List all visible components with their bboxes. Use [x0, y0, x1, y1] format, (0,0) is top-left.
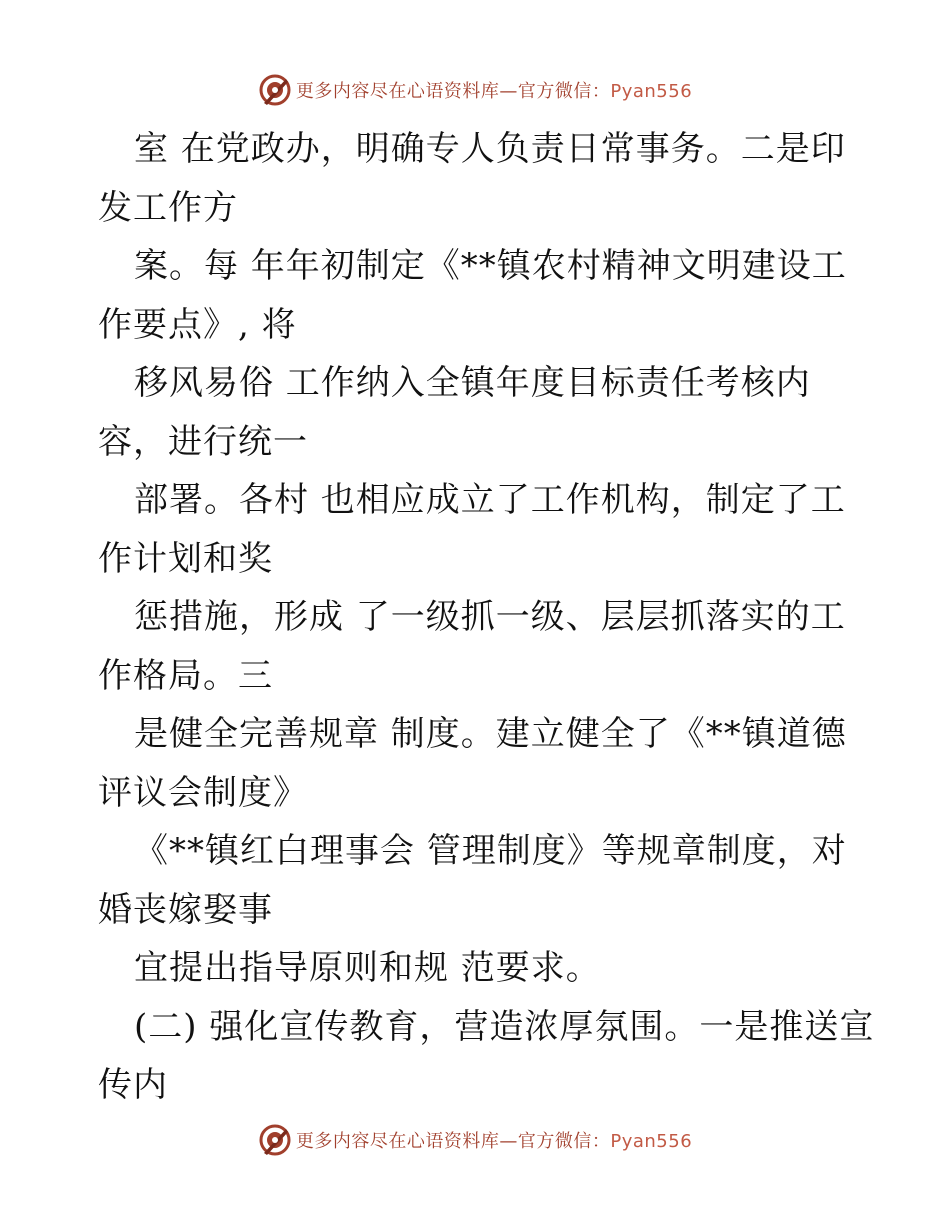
- quill-seal-icon: [258, 1123, 292, 1157]
- footer-banner-text: [296, 1127, 692, 1153]
- text-line: 婚丧嫁娶事: [98, 889, 273, 930]
- text-line: 传内: [98, 1065, 168, 1105]
- text-line: 案。每 年年初制定《**镇农村精神文明建设工: [134, 246, 847, 286]
- header-wechat-id: Pyan556: [610, 81, 693, 102]
- text-line: 宜提出指导原则和规 范要求。: [134, 948, 601, 988]
- text-line: (二) 强化宣传教育，营造浓厚氛围。一是推送宣: [134, 1006, 875, 1047]
- text-line: 移风易俗 工作纳入全镇年度目标责任考核内: [134, 363, 811, 403]
- footer-banner-main: 更多内容尽在心语资料库—官方微信：: [295, 1131, 611, 1152]
- header-banner-main: 更多内容尽在心语资料库—官方微信：: [295, 81, 611, 102]
- text-line: 作要点》, 将: [98, 304, 297, 345]
- text-line: 作计划和奖: [98, 538, 273, 579]
- footer-wechat-id: Pyan556: [610, 1131, 693, 1152]
- header-banner-text: [296, 77, 692, 103]
- text-line: 发工作方: [98, 187, 238, 228]
- text-line: 《**镇红白理事会 管理制度》等规章制度，对: [134, 831, 847, 871]
- text-line: 容，进行统一: [98, 421, 308, 462]
- text-line: 是健全完善规章 制度。建立健全了《**镇道德: [134, 714, 847, 754]
- footer-banner: [0, 1120, 950, 1160]
- text-line: 惩措施，形成 了一级抓一级、层层抓落实的工: [134, 597, 846, 637]
- text-line: 室 在党政办，明确专人负责日常事务。二是印: [134, 129, 846, 169]
- header-banner: [0, 70, 950, 110]
- document-body: [98, 120, 875, 1115]
- text-line: 部署。各村 也相应成立了工作机构，制定了工: [134, 480, 846, 520]
- text-line: 评议会制度》: [98, 772, 308, 813]
- text-line: 作格局。三: [98, 655, 273, 696]
- quill-seal-icon: [258, 73, 292, 107]
